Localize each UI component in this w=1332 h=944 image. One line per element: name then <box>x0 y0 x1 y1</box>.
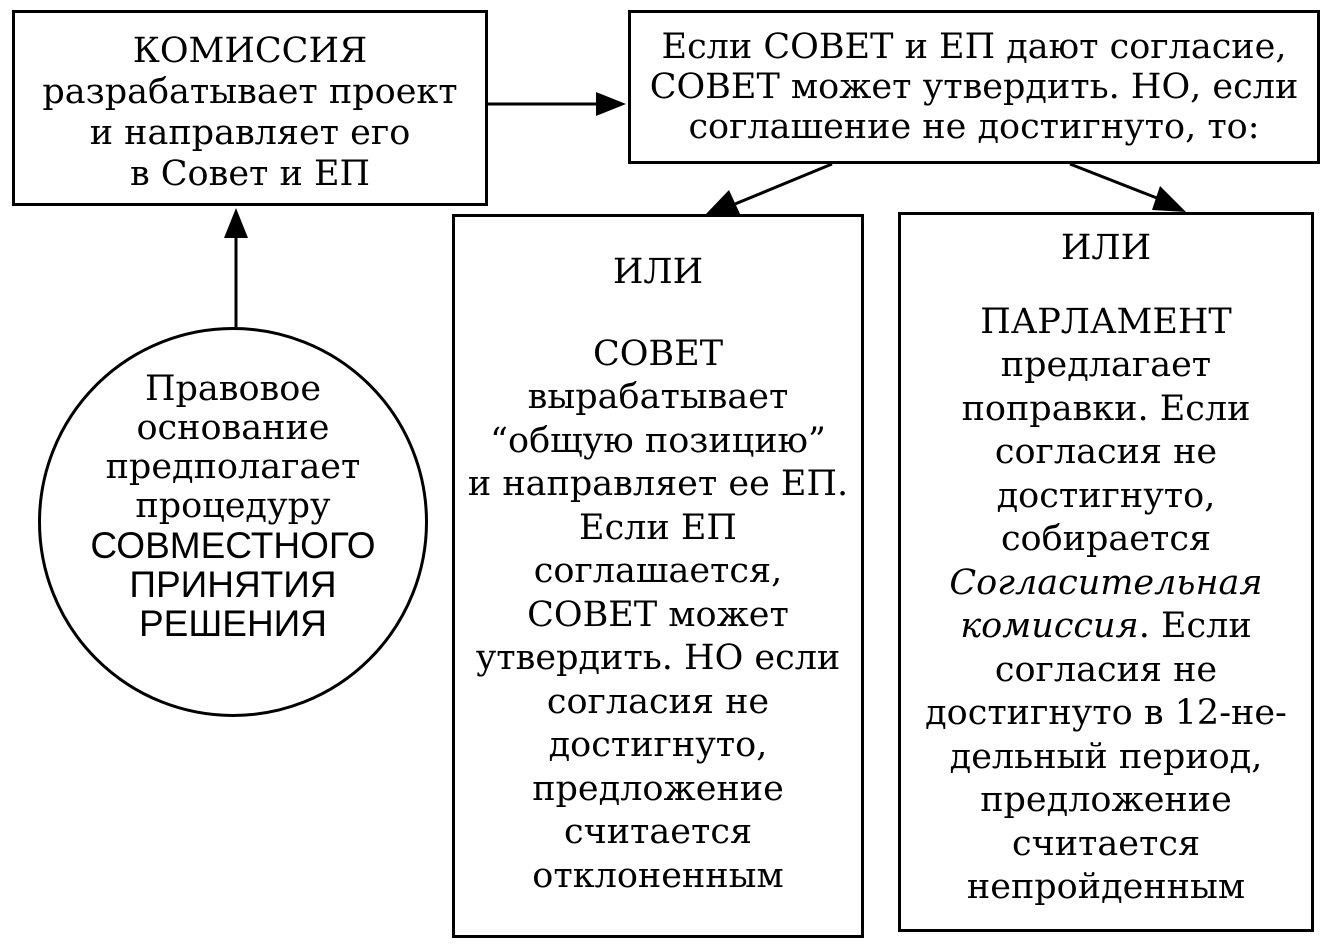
council-path-line: СОВЕТ <box>592 333 724 374</box>
commission-line: разрабатывает проект <box>42 72 458 112</box>
arrowhead-down-right <box>1152 186 1186 212</box>
council-path-line: предложение <box>532 768 784 809</box>
council-path-line: Если ЕП <box>579 507 737 548</box>
parliament-path-line: дельный период, <box>949 736 1263 777</box>
condition-line: Если СОВЕТ и ЕП дают согласие, <box>661 27 1287 67</box>
parliament-path-line: согласия не <box>994 432 1218 472</box>
parliament-path-line: достигнуто в 12-не- <box>925 693 1287 733</box>
parliament-path-line: согласия не <box>994 649 1218 690</box>
parliament-path-box <box>898 212 1314 932</box>
commission-line: в Совет и ЕП <box>129 154 371 194</box>
legal-basis-line: РЕШЕНИЯ <box>139 603 327 644</box>
commission-line: и направляет его <box>89 113 411 153</box>
parliament-path-line: непройденным <box>966 867 1246 907</box>
council-path-line: вырабатывает <box>527 377 789 417</box>
parliament-path-line: собирается <box>1000 519 1212 559</box>
arrowhead-down-left <box>706 190 740 214</box>
council-path-line: отклоненным <box>532 855 784 896</box>
legal-basis-circle <box>38 327 428 717</box>
commission-line: КОМИССИЯ <box>132 31 368 71</box>
parliament-path-line: считается <box>1011 823 1201 864</box>
condition-line: СОВЕТ может утвердить. НО, если <box>649 67 1299 107</box>
arrowhead-right <box>596 92 626 116</box>
parliament-path-line: предложение <box>980 780 1232 820</box>
arrow-condition-to-council <box>735 164 832 204</box>
commission-box <box>12 10 488 206</box>
arrow-condition-to-parliament <box>1070 164 1162 200</box>
council-path-line: и направляет ее ЕП. <box>467 464 849 504</box>
council-path-line: достигнуто, <box>548 725 768 765</box>
legal-basis-line: ПРИНЯТИЯ <box>129 564 337 605</box>
parliament-path-line <box>901 605 1311 649</box>
condition-box <box>628 10 1320 164</box>
council-path-line: согласия не <box>546 681 770 722</box>
conciliation-committee-term-end: комиссия <box>960 606 1139 646</box>
legal-basis-line: Правовое <box>144 369 322 409</box>
legal-basis-line: предполагает <box>105 447 361 487</box>
parliament-path-line: поправки. Если <box>961 388 1251 429</box>
council-path-line: СОВЕТ может <box>527 594 789 635</box>
conciliation-committee-term: Согласительная <box>949 562 1263 603</box>
parliament-path-line: предлагает <box>1000 345 1212 385</box>
arrowhead-up <box>224 208 248 238</box>
parliament-path-line-suffix: . Если <box>1138 606 1252 646</box>
council-path-line: “общую позицию” <box>490 420 826 461</box>
legal-basis-line: основание <box>136 408 330 448</box>
legal-basis-line: процедуру <box>135 486 331 526</box>
council-path-line: утвердить. НО если <box>475 638 841 678</box>
or-label: ИЛИ <box>612 252 704 292</box>
legal-basis-line: СОВМЕСТНОГО <box>90 525 376 566</box>
condition-line: соглашение не достигнуто, то: <box>688 107 1260 147</box>
parliament-path-line: ПАРЛАМЕНТ <box>980 301 1232 342</box>
parliament-path-line: достигнуто, <box>996 475 1216 516</box>
council-path-line: соглашается, <box>533 551 783 591</box>
council-path-line: считается <box>563 812 753 852</box>
council-path-box <box>452 214 864 938</box>
or-label: ИЛИ <box>1060 228 1152 268</box>
